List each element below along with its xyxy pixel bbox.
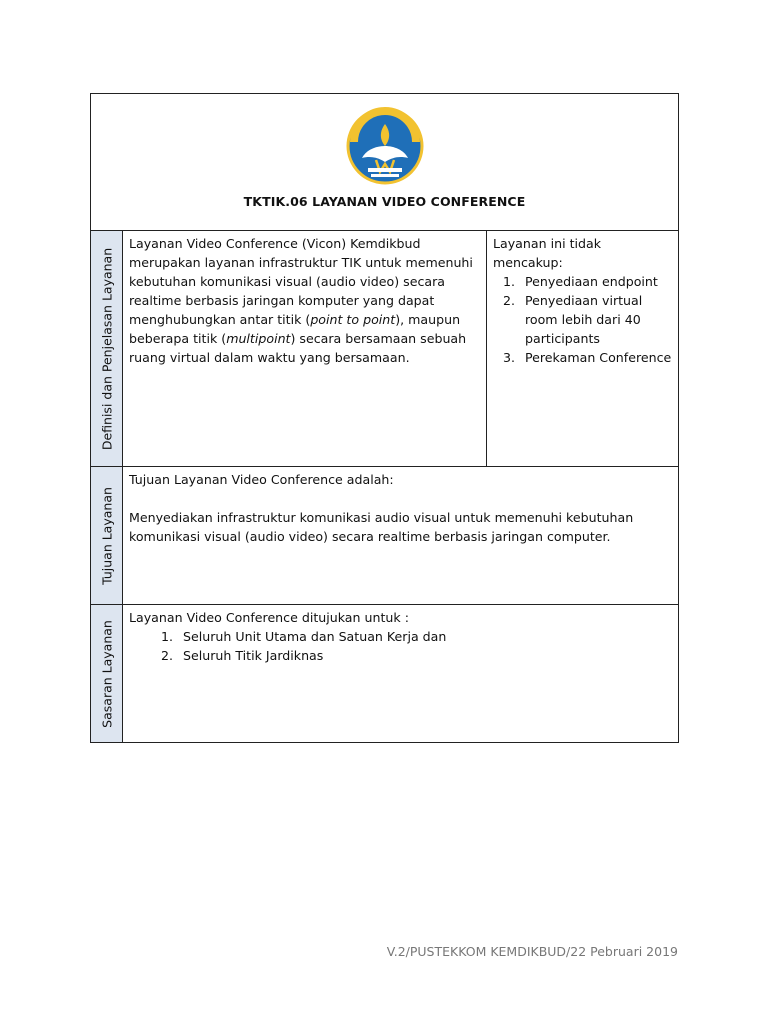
list-item: 2. Penyediaan virtual room lebih dari 40 participants <box>519 291 672 348</box>
definisi-text-part1: Layanan Video Conference (Vicon) Kemdikbud merupakan layanan infrastruktur TIK untuk memenuhi kebutuhan komunikasi visual (audio video) secara realtime berbasis jaringan komputer yang dapat menghubungkan antar titik ( <box>129 236 473 327</box>
sasaran-row <box>91 605 678 742</box>
exclusion-cell <box>487 231 678 466</box>
definisi-italic-point: point to point <box>310 312 396 327</box>
list-item: 3. Perekaman Conference <box>519 348 672 367</box>
definisi-side-label-text: Definisi dan Penjelasan Layanan <box>99 247 114 450</box>
page-title: TKTIK.06 LAYANAN VIDEO CONFERENCE <box>243 194 526 209</box>
tujuan-body: Menyediakan infrastruktur komunikasi audio visual untuk memenuhi kebutuhan komunikasi visual (audio video) secara realtime berbasis jaringan computer. <box>129 510 634 544</box>
definisi-text-part3: ) secara bersamaan sebuah ruang virtual dalam waktu yang bersamaan. <box>129 331 467 365</box>
tujuan-side-label-text: Tujuan Layanan <box>99 486 114 585</box>
definisi-italic-multipoint: multipoint <box>226 331 291 346</box>
tujuan-side-label <box>91 467 123 604</box>
tujuan-heading: Tujuan Layanan Video Conference adalah: <box>129 472 394 487</box>
tut-wuri-handayani-logo <box>346 102 424 190</box>
footer-version: V.2/PUSTEKKOM KEMDIKBUD/22 Pebruari 2019 <box>386 944 678 959</box>
tujuan-content <box>123 467 678 604</box>
exclusion-heading: Layanan ini tidak mencakup: <box>493 236 602 270</box>
definisi-side-label <box>91 231 123 466</box>
definisi-row <box>91 231 678 467</box>
sasaran-side-label-text: Sasaran Layanan <box>99 619 114 728</box>
table-header-row <box>91 94 678 231</box>
definisi-text-part2: ), maupun beberapa titik ( <box>129 312 461 346</box>
sasaran-heading: Layanan Video Conference ditujukan untuk : <box>129 610 409 625</box>
logo-container <box>91 102 678 192</box>
definisi-description <box>123 231 487 466</box>
sasaran-list <box>129 627 672 665</box>
exclusion-list <box>493 272 672 367</box>
list-item: 1. Seluruh Unit Utama dan Satuan Kerja dan <box>177 627 672 646</box>
tujuan-row <box>91 467 678 605</box>
list-item: 1. Penyediaan endpoint <box>519 272 672 291</box>
service-table <box>90 93 679 743</box>
sasaran-content <box>123 605 678 742</box>
sasaran-side-label <box>91 605 123 742</box>
list-item: 2. Seluruh Titik Jardiknas <box>177 646 672 665</box>
